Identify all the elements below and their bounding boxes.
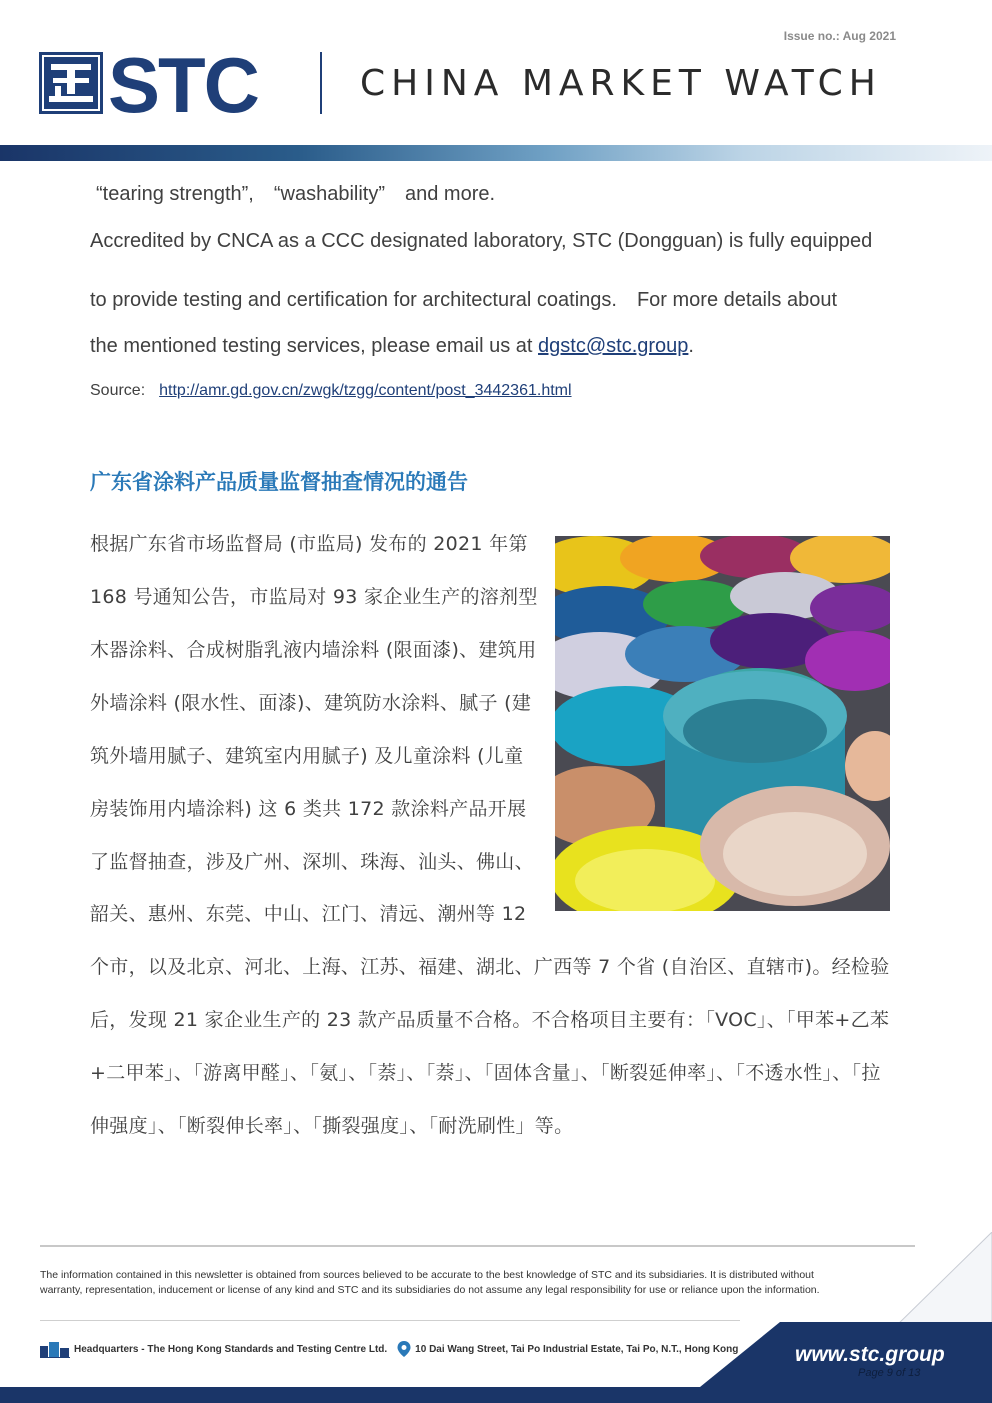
publication-title: CHINA MARKET WATCH: [360, 63, 882, 104]
hq-name: Headquarters - The Hong Kong Standards and Testing Centre Ltd.: [74, 1343, 388, 1355]
source-label: Source:: [90, 382, 146, 399]
logo-wordmark: STC: [108, 41, 258, 129]
source-row: [90, 382, 572, 400]
zh-line-12: 伸强度」、「断裂伸长率」、「撕裂强度」、「耐洗刷性」等。: [90, 1115, 574, 1137]
zh-line-3: 木器涂料、合成树脂乳液内墙涂料 (限面漆)、建筑用: [90, 639, 537, 661]
body-line-2: Accredited by CNCA as a CCC designated laboratory, STC (Dongguan) is fully equipped: [90, 230, 873, 252]
zh-line-1: 根据广东省市场监督局 (市监局) 发布的 2021 年第: [90, 533, 528, 555]
email-link[interactable]: dgstc@stc.group: [538, 335, 689, 357]
body-line-4-text: the mentioned testing services, please email us at: [90, 335, 539, 357]
source-link[interactable]: http://amr.gd.gov.cn/zwgk/tzgg/content/post_3442361.html: [159, 382, 572, 399]
body-line-4-end: .: [688, 335, 694, 357]
zh-line-9: 个市，以及北京、河北、上海、江苏、福建、湖北、广西等 7 个省 (自治区、直辖市)。经检验: [90, 956, 890, 978]
footer-rule: [40, 1245, 915, 1247]
disclaimer-line-2: warranty, representation, inducement or license of any kind and STC and its subsidiaries do not assume any legal responsibility for use or reliance upon the information.: [40, 1284, 820, 1296]
building-icon: [40, 1340, 70, 1358]
hq-address: 10 Dai Wang Street, Tai Po Industrial Estate, Tai Po, N.T., Hong Kong: [415, 1343, 739, 1355]
headquarters-row: [40, 1340, 738, 1358]
stc-logo-icon: [39, 52, 103, 114]
section-title: 广东省涂料产品质量监督抽查情况的通告: [90, 470, 468, 494]
paint-cans-image: [555, 536, 890, 911]
zh-line-4: 外墙涂料 (限水性、面漆)、建筑防水涂料、腻子 (建: [90, 692, 532, 714]
zh-line-10: 后，发现 21 家企业生产的 23 款产品质量不合格。不合格项目主要有：「VOC」、「甲苯+乙苯: [90, 1009, 890, 1031]
location-pin-icon: [397, 1341, 411, 1357]
footer-corner-outline: [890, 1232, 992, 1332]
website-link[interactable]: www.stc.group: [795, 1343, 945, 1366]
disclaimer: [40, 1268, 910, 1298]
disclaimer-line-1: The information contained in this newsletter is obtained from sources believed to be accurate to the best knowledge of STC and its subsidiaries. It is distributed without: [40, 1269, 814, 1281]
header-band: [0, 145, 992, 161]
footer-band: [0, 1387, 992, 1403]
zh-line-5: 筑外墙用腻子、建筑室内用腻子) 及儿童涂料 (儿童: [90, 745, 524, 767]
issue-number: Issue no.: Aug 2021: [783, 29, 896, 43]
zh-line-2: 168 号通知公告，市监局对 93 家企业生产的溶剂型: [90, 586, 538, 608]
zh-line-11: +二甲苯」、「游离甲醛」、「氨」、「萘」、「萘」、「固体含量」、「断裂延伸率」、「不透水性」、「拉: [90, 1062, 881, 1084]
zh-line-6: 房装饰用内墙涂料) 这 6 类共 172 款涂料产品开展: [90, 798, 527, 820]
body-line-4: [90, 335, 694, 358]
header-divider: [320, 52, 322, 114]
body-line-3: to provide testing and certification for architectural coatings. For more details about: [90, 289, 838, 311]
body-line-1: “tearing strength”, “washability” and more.: [96, 183, 496, 205]
zh-line-7: 了监督抽查，涉及广州、深圳、珠海、汕头、佛山、: [90, 851, 534, 873]
page-number: Page 9 of 13: [858, 1367, 921, 1379]
hq-rule: [40, 1320, 740, 1321]
zh-line-8: 韶关、惠州、东莞、中山、江门、清远、潮州等 12: [90, 903, 527, 925]
